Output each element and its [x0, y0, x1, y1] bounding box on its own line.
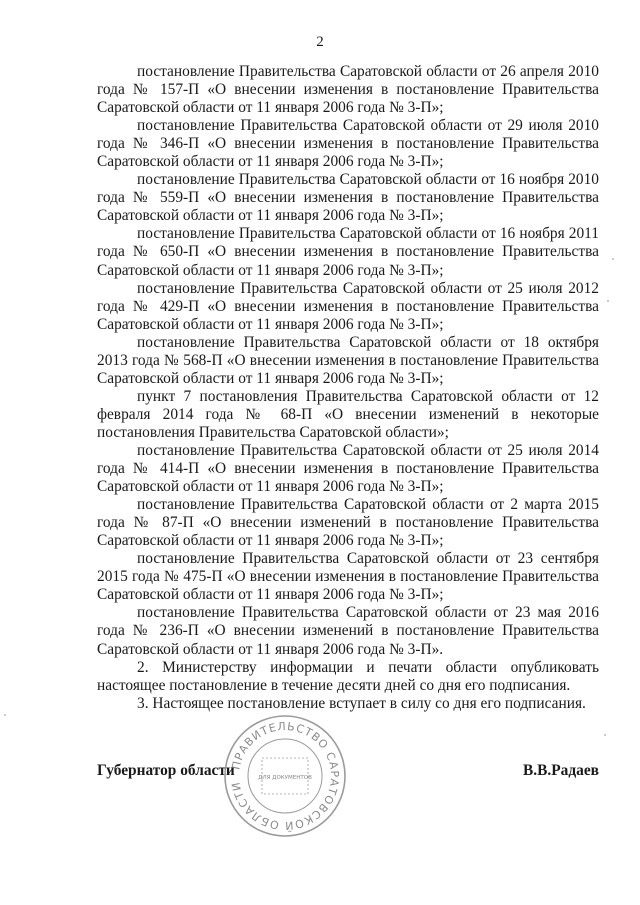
paragraph: постановление Правительства Саратовской области от 18 октября 2013 года № 568-П «О внесении изменения в постановление Правительства Саратовской области от 11 января 2006 года № 3-П»; — [97, 333, 599, 387]
paragraph: постановление Правительства Саратовской области от 16 ноября 2010 года № 559-П «О внесении изменения в постановление Правительства Саратовской области от 11 января 2006 года № 3-П»; — [97, 171, 599, 225]
paragraph: постановление Правительства Саратовской области от 23 сентября 2015 года № 475-П «О внесении изменения в постановление Правительства Саратовской области от 11 января 2006 года № 3-П»; — [97, 550, 599, 604]
document-body — [97, 63, 599, 713]
signatory-title: Губернатор области — [97, 762, 235, 779]
paragraph: постановление Правительства Саратовской области от 25 июля 2014 года № 414-П «О внесении изменения в постановление Правительства Саратовской области от 11 января 2006 года № 3-П»; — [97, 441, 599, 496]
scan-artifact — [604, 734, 606, 736]
paragraph: постановление Правительства Саратовской области от 16 ноября 2011 года № 650-П «О внесении изменения в постановление Правительства Саратовской области от 11 января 2006 года № 3-П»; — [97, 225, 599, 279]
scan-artifact — [4, 714, 6, 716]
official-seal-stamp — [222, 713, 348, 839]
paragraph: постановление Правительства Саратовской области от 26 апреля 2010 года № 157-П «О внесении изменения в постановление Правительства Саратовской области от 11 января 2006 года № 3-П»; — [97, 63, 599, 117]
signatory-name: В.В.Радаев — [523, 762, 599, 779]
paragraph: постановление Правительства Саратовской области от 29 июля 2010 года № 346-П «О внесении изменения в постановление Правительства Саратовской области от 11 января 2006 года № 3-П»; — [97, 117, 599, 171]
page-number: 2 — [316, 34, 324, 50]
paragraph: постановление Правительства Саратовской области от 2 марта 2015 года № 87-П «О внесении изменений в постановление Правительства Саратовской области от 11 января 2006 года № 3-П»; — [97, 496, 599, 550]
scan-artifact — [612, 258, 614, 260]
paragraph: постановление Правительства Саратовской области от 25 июля 2012 года № 429-П «О внесении изменения в постановление Правительства Саратовской области от 11 января 2006 года № 3-П»; — [97, 279, 599, 333]
scan-artifact — [607, 300, 609, 302]
svg-text:ДЛЯ ДОКУМЕНТОВ: ДЛЯ ДОКУМЕНТОВ — [258, 775, 312, 781]
paragraph: 2. Министерству информации и печати области опубликовать настоящее постановление в течение десяти дней со дня его подписания. — [97, 658, 599, 694]
paragraph: пункт 7 постановления Правительства Саратовской области от 12 февраля 2014 года № 68-П «О внесении изменений в некоторые постановления Правительства Саратовской области»; — [97, 387, 599, 441]
svg-text:ПРАВИТЕЛЬСТВО САРАТОВСКОЙ ОБЛА: ПРАВИТЕЛЬСТВО САРАТОВСКОЙ ОБЛАСТИ — [229, 719, 342, 833]
paragraph: постановление Правительства Саратовской области от 23 мая 2016 года № 236-П «О внесении изменений в постановление Правительства Саратовской области от 11 января 2006 года № 3-П». — [97, 604, 599, 658]
paragraph: 3. Настоящее постановление вступает в силу со дня его подписания. — [137, 694, 586, 712]
signature-block — [97, 762, 599, 784]
